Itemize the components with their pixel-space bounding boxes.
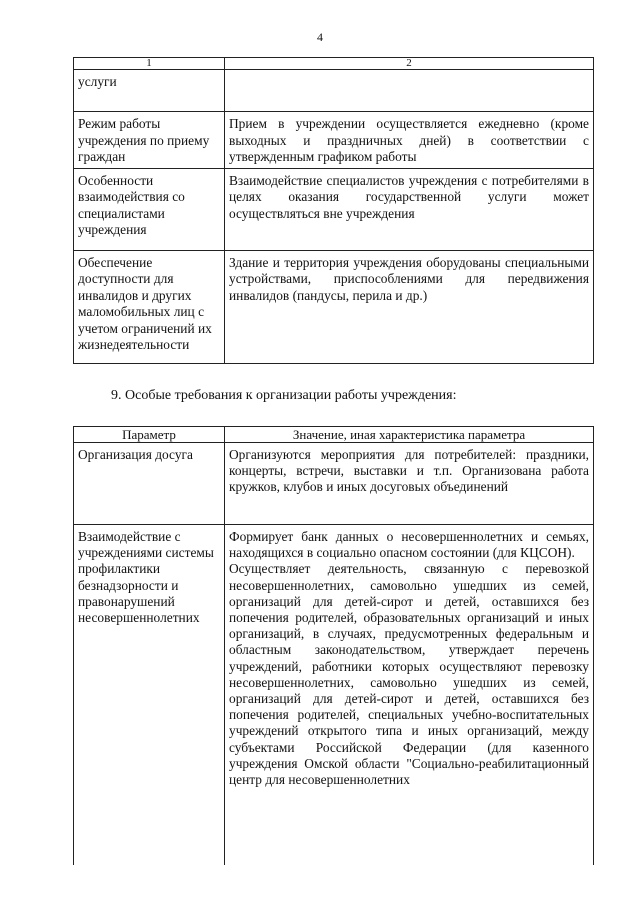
table-row: [74, 168, 594, 250]
column-header-value: Значение, иная характеристика параметра: [225, 427, 594, 443]
table-row: [74, 250, 594, 363]
table-row: [74, 525, 594, 865]
value-cell: [225, 525, 594, 865]
value-cell: Организуются мероприятия для потребителей: праздники, концерты, встречи, выставки и т.п. Организована работа кружков, клубов и иных досуговых объединений: [225, 443, 594, 525]
services-table: [73, 57, 594, 364]
value-paragraph: Осуществляет деятельность, связанную с перевозкой несовершеннолетних, самовольно ушедших из семей, организаций для детей-сирот и детей, оставшихся без попечения родителей, образовательных организаций и иных организаций, в случаях, предусмотренных федеральным и областным законодательством, утверждает перечень учреждений, работники которых осуществляют перевозку несовершеннолетних, самовольно ушедших из семей, организаций для детей-сирот и детей, оставшихся без попечения родителей, специальных учебно-воспитательных учреждений открытого типа и иных организаций, между субъектами Российской Федерации (для казенного учреждения Омской области "Социально-реабилитационный центр для несовершеннолетних: [229, 561, 589, 788]
param-cell: Обеспечение доступности для инвалидов и других маломобильных лиц с учетом ограничений их жизнедеятельности: [74, 250, 225, 363]
section-heading: 9. Особые требования к организации работы учреждения:: [111, 388, 457, 403]
value-paragraph: Формирует банк данных о несовершеннолетних и семьях, находящихся в социально опасном состоянии (для КЦСОН).: [229, 529, 589, 561]
table-row: [74, 70, 594, 112]
table-header-row: [74, 427, 594, 443]
param-cell: Организация досуга: [74, 443, 225, 525]
requirements-table: [73, 426, 594, 865]
param-cell: Режим работы учреждения по приему граждан: [74, 112, 225, 169]
column-number-1: 1: [74, 58, 225, 70]
value-cell: [225, 70, 594, 112]
value-cell: Взаимодействие специалистов учреждения с потребителями в целях оказания государственной услуги может осуществляться вне учреждения: [225, 168, 594, 250]
param-cell: Особенности взаимодействия со специалистами учреждения: [74, 168, 225, 250]
value-cell: Здание и территория учреждения оборудованы специальными устройствами, приспособлениями для передвижения инвалидов (пандусы, перила и др.): [225, 250, 594, 363]
page-number: 4: [317, 30, 323, 44]
table-header-row: [74, 58, 594, 70]
column-header-parameter: Параметр: [74, 427, 225, 443]
table-row: [74, 443, 594, 525]
param-cell: услуги: [74, 70, 225, 112]
param-cell: Взаимодействие с учреждениями системы профилактики безнадзорности и правонарушений несовершеннолетних: [74, 525, 225, 865]
table-row: [74, 112, 594, 169]
column-number-2: 2: [225, 58, 594, 70]
value-cell: Прием в учреждении осуществляется ежедневно (кроме выходных и праздничных дней) в соответствии с утвержденным графиком работы: [225, 112, 594, 169]
